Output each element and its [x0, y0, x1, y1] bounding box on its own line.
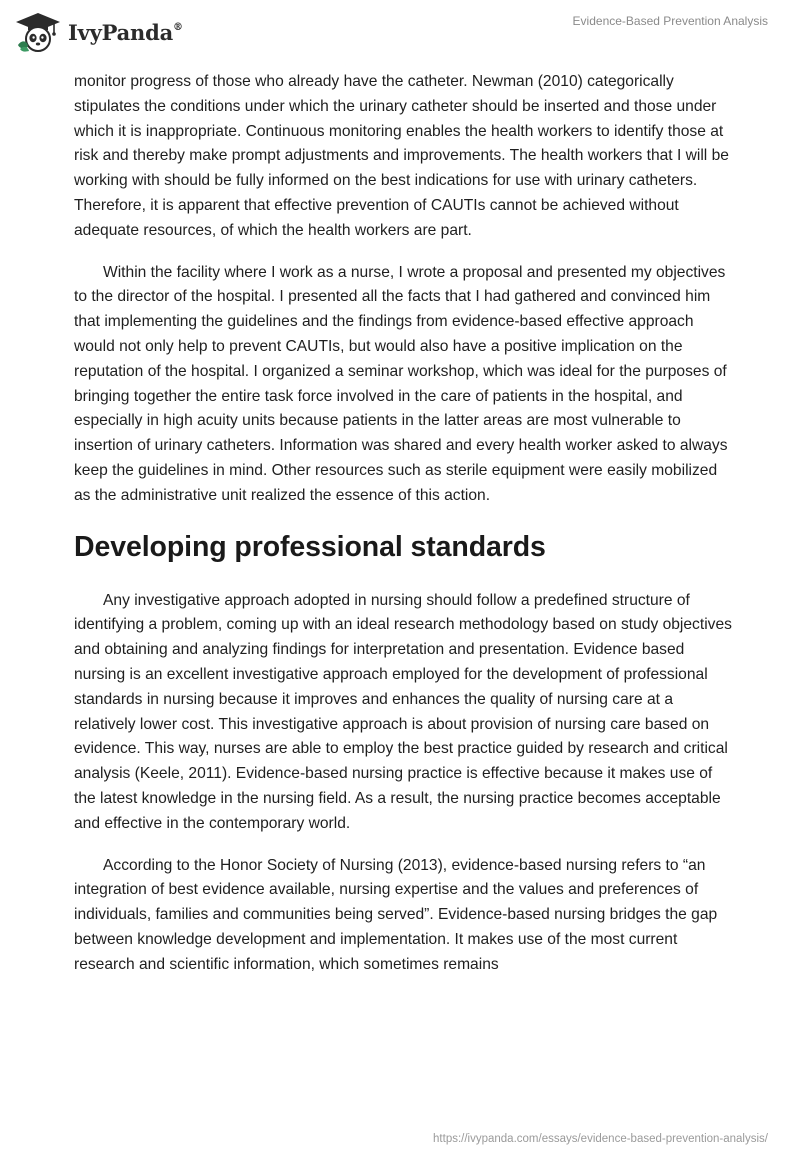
paragraph: Any investigative approach adopted in nursing should follow a predefined structure of identifying a problem, coming up with an ideal research methodology based on study objectives and obtaining and analyzing findings for interpretation and presentation. Evidence based nursing is an excellent investigative approach employed for the development of professional standards in nursing because it improves and enhances the quality of nursing care at a relatively lower cost. This investigative approach is about provision of nursing care based on evidence. This way, nurses are able to employ the best practice guided by research and critical analysis (Keele, 2011). Evidence-based nursing practice is effective because it makes use of the latest knowledge in the nursing field. As a result, the nursing practice becomes acceptable and effective in the contemporary world. — [74, 591, 732, 832]
page-header — [0, 0, 800, 64]
document-title: Evidence-Based Prevention Analysis — [572, 14, 768, 28]
section-heading: Developing professional standards — [74, 530, 546, 563]
panda-graduate-icon — [14, 11, 62, 53]
ivypanda-logo[interactable] — [14, 10, 183, 54]
source-url-link[interactable]: https://ivypanda.com/essays/evidence-based-prevention-analysis/ — [433, 1133, 768, 1145]
paragraph: Within the facility where I work as a nurse, I wrote a proposal and presented my objectives to the director of the hospital. I presented all the facts that I had gathered and convinced him that implementing the guidelines and the findings from evidence-based effective approach would not only help to prevent CAUTIs, but would also have a positive implication on the reputation of the hospital. I organized a seminar workshop, which was ideal for the purposes of bringing together the entire task force involved in the care of patients in the hospital, and especially in high acuity units because patients in the latter areas are most vulnerable to insertion of urinary catheters. Information was shared and every health worker asked to always keep the guidelines in mind. Other resources such as sterile equipment were easily mobilized as the administrative unit realized the essence of this action. — [74, 263, 728, 504]
brand-name: IvyPanda® — [68, 19, 183, 45]
paragraph: monitor progress of those who already have the catheter. Newman (2010) categorically stipulates the conditions under which the urinary catheter should be inserted and those under which it is inappropriate. Continuous monitoring enables the health workers to identify those at risk and thereby make prompt adjustments and improvements. The health workers that I will be working with should be fully informed on the best indications for use with urinary catheters. Therefore, it is apparent that effective prevention of CAUTIs cannot be achieved without adequate resources, of which the health workers are part. — [74, 73, 729, 239]
essay-body — [74, 70, 734, 978]
paragraph: According to the Honor Society of Nursing (2013), evidence-based nursing refers to “an integration of best evidence available, nursing expertise and the values and preferences of individuals, families and communities being served”. Evidence-based nursing bridges the gap between knowledge development and implementation. It makes use of the most current research and scientific information, which sometimes remains — [74, 856, 718, 973]
